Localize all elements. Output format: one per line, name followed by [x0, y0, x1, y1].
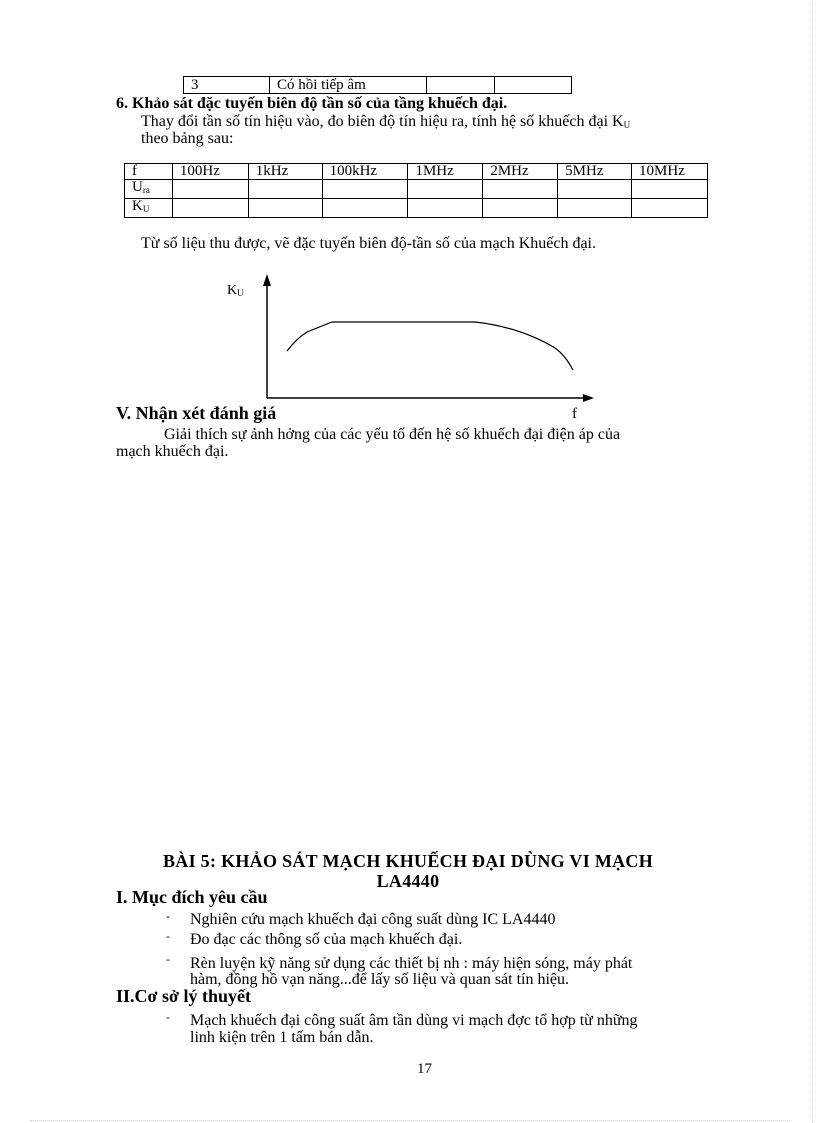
y-axis-label-sub: U: [237, 288, 244, 298]
section-6-line1-text: Thay đổi tần số tín hiệu vào, đo biên độ tín hiệu ra, tính hệ số khuếch đại K: [141, 113, 624, 130]
table-header-cell: 10MHz: [632, 164, 708, 180]
page-number: 17: [417, 1061, 432, 1077]
table-cell: [322, 199, 408, 218]
table-cell: [632, 199, 708, 218]
table-cell: [427, 77, 495, 94]
table-cell: Có hồi tiếp âm: [270, 77, 427, 94]
y-axis-label-main: K: [227, 283, 238, 298]
row-label-ku: [125, 199, 173, 218]
bullet-item: Rèn luyện kỹ năng sử dụng các thiết bị nh : máy hiện sóng, máy phát: [190, 955, 633, 972]
table-row: [125, 199, 708, 218]
table-cell: [248, 180, 322, 199]
top-partial-table: [183, 76, 572, 94]
table-cell: [322, 180, 408, 199]
x-axis-label: f: [572, 406, 577, 422]
table-row: [125, 180, 708, 199]
bullet-dash: -: [166, 952, 170, 966]
theory-line: Mạch khuếch đại công suất âm tần dùng vi mạch đợc tổ hợp từ những: [190, 1012, 638, 1029]
row-label-main: K: [132, 198, 143, 214]
table-header-cell: 100Hz: [172, 164, 248, 180]
table-cell: [483, 180, 558, 199]
frequency-table: [124, 163, 708, 218]
section-v-heading: V. Nhận xét đánh giá: [116, 403, 277, 423]
section-6-line1-sub: U: [623, 120, 631, 130]
table-row: [184, 77, 572, 94]
table-cell: [248, 199, 322, 218]
graph-instruction: Từ số liệu thu được, vẽ đặc tuyến biên độ-tần số của mạch Khuếch đại.: [141, 235, 596, 252]
bottom-dotted-border: [30, 1120, 790, 1121]
row-label-ura: [125, 180, 173, 199]
theory-line-continuation: linh kiện trên 1 tấm bán dẫn.: [190, 1029, 374, 1046]
bullet-item: Nghiên cứu mạch khuếch đại công suất dùng IC LA4440: [190, 911, 556, 928]
table-header-cell: 2MHz: [483, 164, 558, 180]
bullet-dash: -: [166, 1010, 170, 1024]
section-6-line2: theo bảng sau:: [141, 130, 234, 147]
bullet-dash: -: [166, 909, 170, 923]
table-cell: 3: [184, 77, 270, 94]
table-cell: [558, 199, 632, 218]
y-axis-arrow: [263, 274, 271, 286]
table-cell: [483, 199, 558, 218]
bullet-dash: -: [166, 929, 170, 943]
table-header-cell: f: [125, 164, 173, 180]
table-cell: [172, 180, 248, 199]
table-header-cell: 1kHz: [248, 164, 322, 180]
bullet-item-continuation: hàm, đồng hồ vạn năng...để lấy số liệu và quan sát tín hiệu.: [190, 971, 570, 988]
lesson-title-line1: BÀI 5: KHẢO SÁT MẠCH KHUẾCH ĐẠI DÙNG VI MẠCH: [162, 851, 654, 871]
right-dotted-border: [812, 0, 813, 1123]
table-cell: [408, 199, 483, 218]
table-cell: [408, 180, 483, 199]
table-header-cell: 1MHz: [408, 164, 483, 180]
section-v-line1: Giải thích sự ảnh hởng của các yếu tố đến hệ số khuếch đại điện áp của: [164, 426, 621, 443]
bullet-item: Đo đạc các thông số của mạch khuếch đại.: [190, 931, 463, 948]
table-cell: [172, 199, 248, 218]
row-label-sub: ra: [142, 185, 150, 195]
y-axis-label: [227, 282, 244, 302]
response-curve: [287, 322, 573, 370]
section-ii-heading: II.Cơ sở lý thuyết: [116, 986, 251, 1006]
section-6-heading: 6. Khảo sát đặc tuyến biên độ tần số của tầng khuếch đại.: [116, 95, 508, 112]
lesson-title-line2: LA4440: [376, 871, 440, 891]
section-v-line2: mạch khuếch đại.: [116, 443, 229, 460]
row-label-sub: U: [142, 204, 150, 214]
row-label-main: U: [132, 179, 143, 195]
table-header-cell: 5MHz: [558, 164, 632, 180]
table-cell: [495, 77, 572, 94]
x-axis-arrow: [583, 394, 594, 402]
table-header-cell: 100kHz: [322, 164, 408, 180]
table-cell: [558, 180, 632, 199]
table-row: [125, 164, 708, 180]
section-i-heading: I. Mục đích yêu cầu: [116, 887, 268, 907]
table-cell: [632, 180, 708, 199]
